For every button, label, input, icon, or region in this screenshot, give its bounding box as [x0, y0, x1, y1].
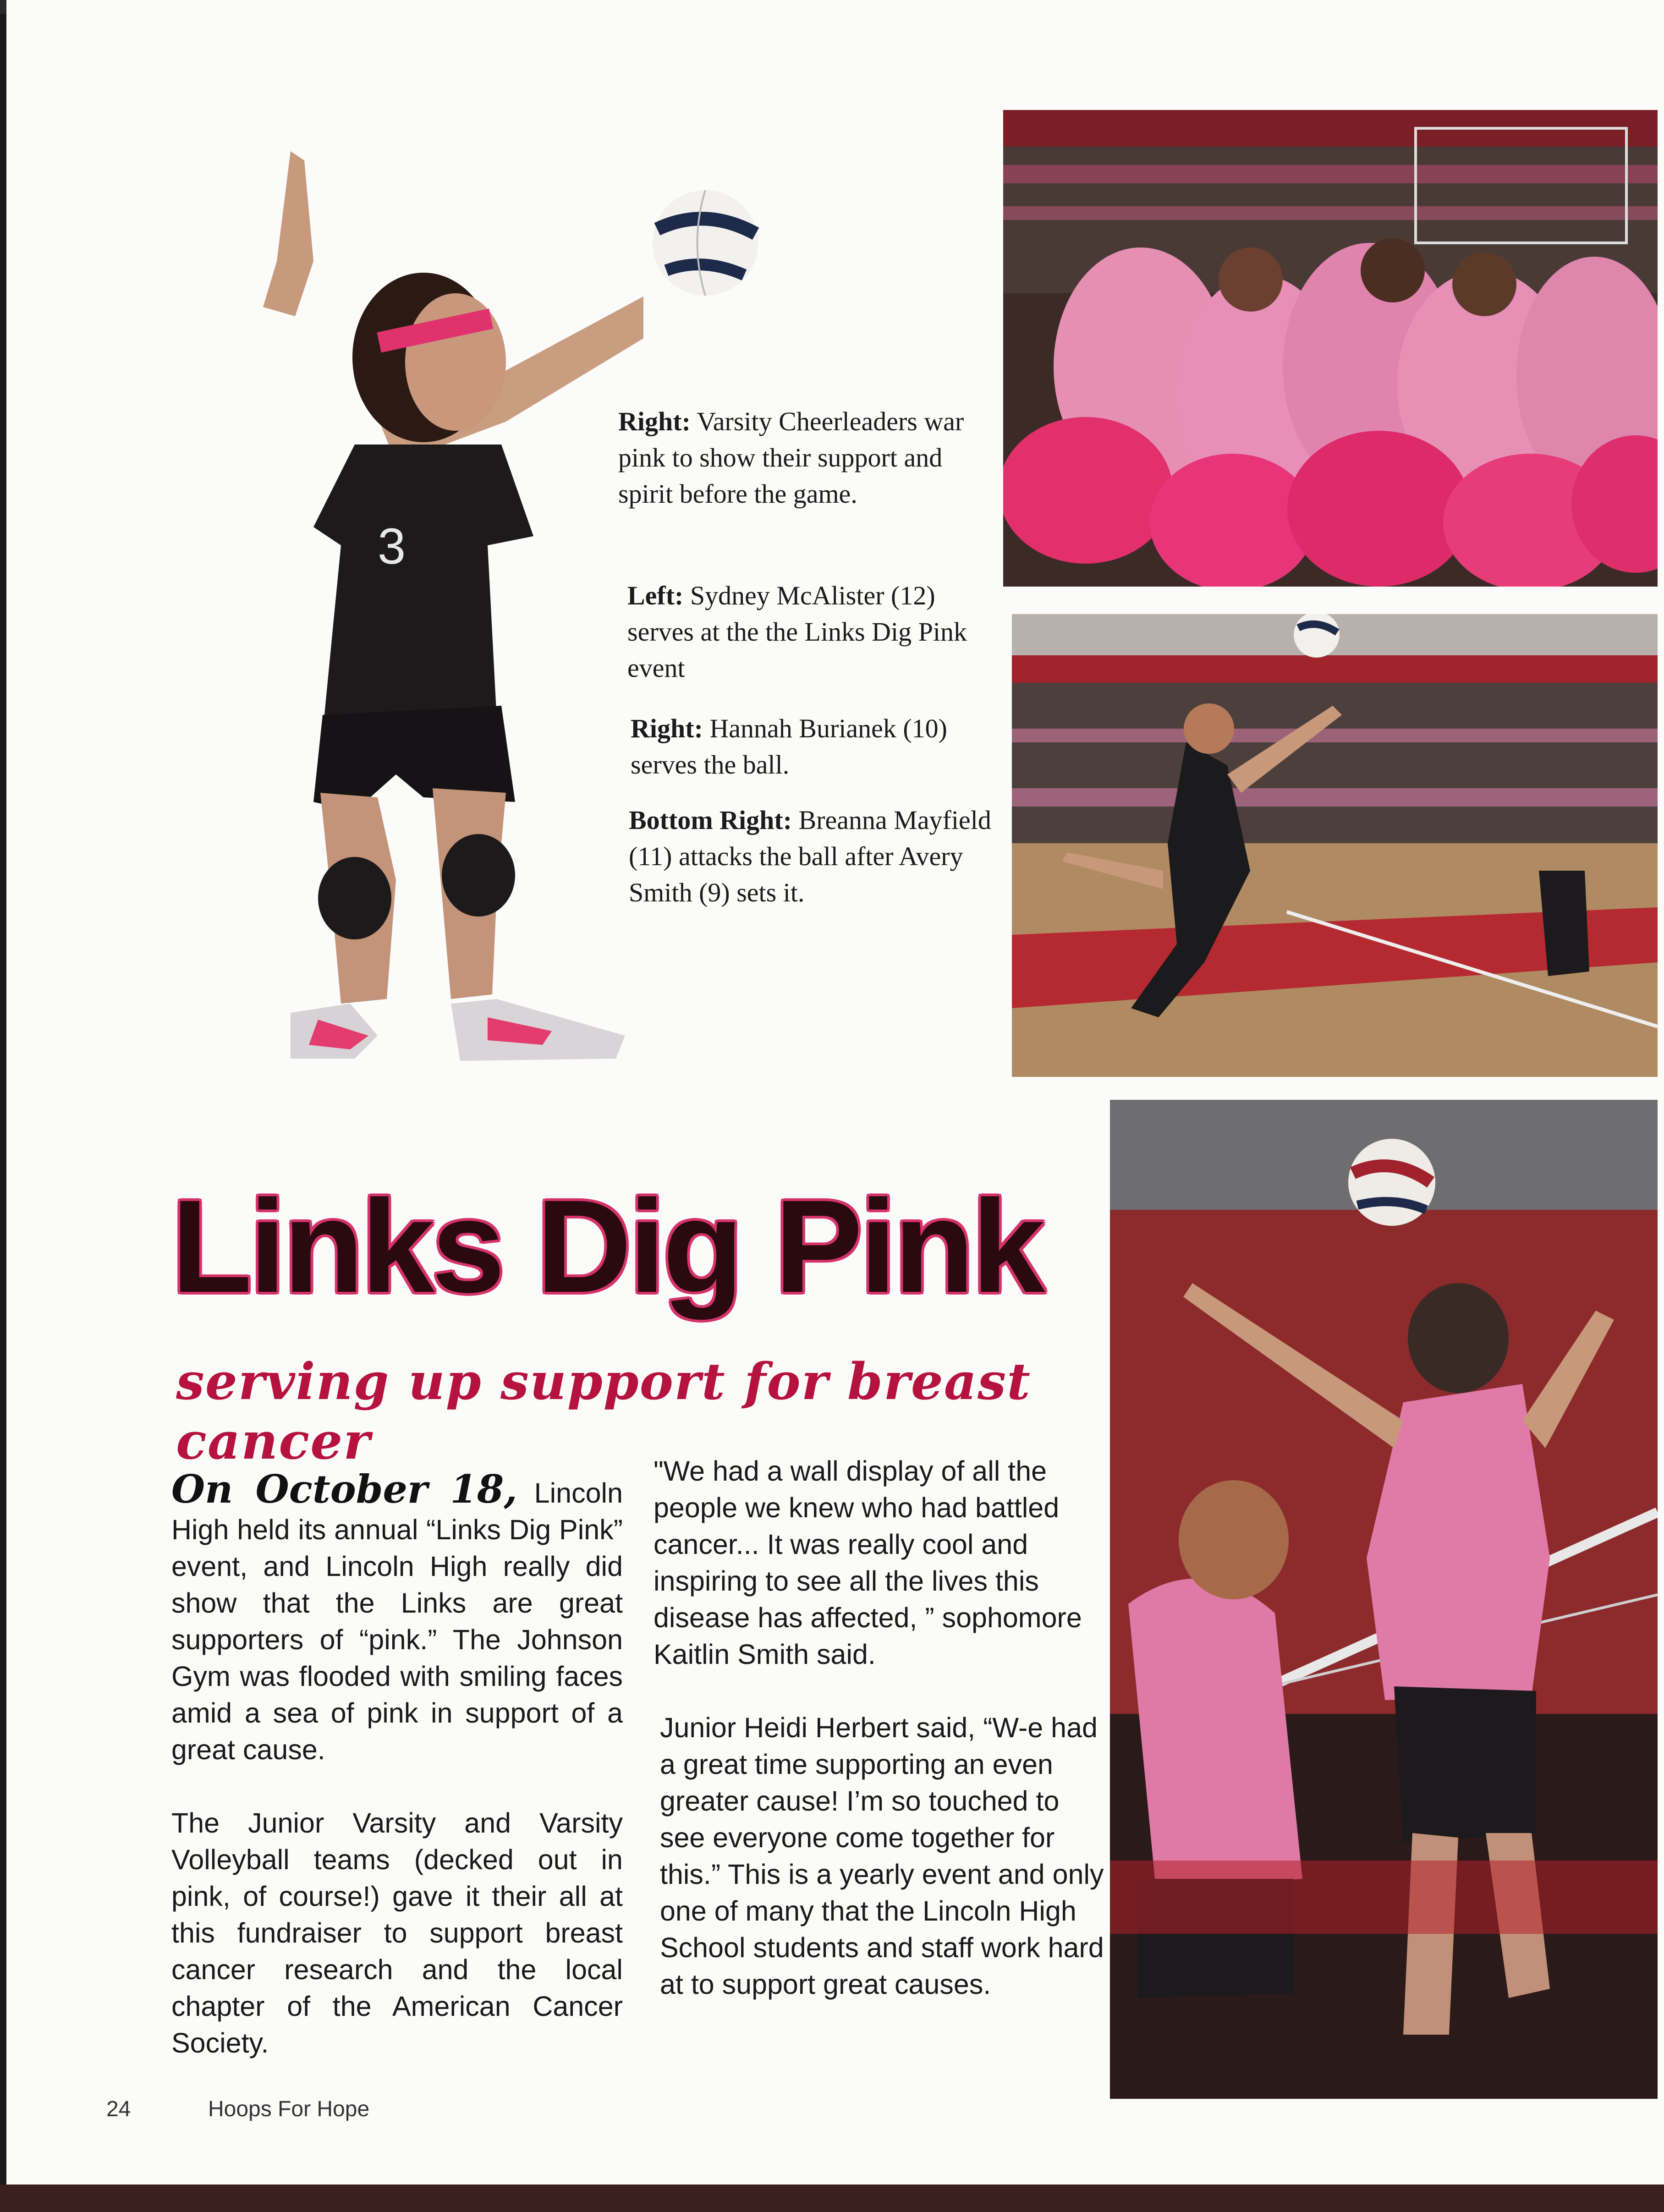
caption-text: Sydney McAlister (12) serves at the the Links Dig Pink event	[627, 581, 967, 683]
caption-lead: Right:	[631, 714, 703, 743]
server-illustration	[139, 124, 643, 1086]
page-title: Links Dig Pink	[171, 1173, 1043, 1320]
caption-lead: Bottom Right:	[629, 805, 792, 835]
article-paragraph-4: Junior Heidi Herbert said, “W-e had a great time supporting an even greater cause! I’m so touched to see everyone come together for this.” This is a yearly event and only one of many that the Lincoln High School students and staff work hard at to support great causes.	[660, 1712, 1104, 2000]
jersey-number: 3	[378, 518, 406, 575]
article-paragraph-3: "We had a wall display of all the people we knew who had battled cancer... It was really cool and inspiring to see all the lives this disease has affected, ” sophomore Kaitlin Smith said.	[654, 1455, 1082, 1670]
scan-edge-bottom	[0, 2185, 1664, 2212]
caption-lead: Right:	[618, 406, 691, 436]
section-name: Hoops For Hope	[208, 2097, 370, 2121]
article-column-1	[171, 1466, 623, 2098]
yearbook-page	[6, 0, 1664, 2212]
photo-hannah-serving	[1012, 614, 1658, 1077]
caption-breanna	[629, 802, 1005, 911]
photo-breanna-attacking	[1110, 1100, 1658, 2099]
article-paragraph-2: The Junior Varsity and Varsity Volleyball teams (decked out in pink, of course!) gave it their all at this fundraiser to support breast cancer research and the local chapter of the American Cancer Society.	[171, 1807, 623, 2058]
article-lead-in: On October 18,	[171, 1466, 517, 1512]
page-number: 24	[106, 2097, 131, 2121]
photo-server-cutout	[139, 124, 643, 1086]
volleyball-held	[648, 188, 763, 298]
caption-server	[627, 577, 976, 686]
caption-lead: Left:	[627, 581, 684, 610]
caption-text: Varsity Cheerleaders war pink to show their support and spirit before the game.	[618, 406, 964, 509]
caption-text: Breanna Mayfield (11) attacks the ball after Avery Smith (9) sets it.	[629, 805, 991, 907]
article-column-2	[654, 1453, 1112, 2039]
article-paragraph-1-text: Lincoln High held its annual “Links Dig Pink” event, and Lincoln High really did show that the Links are great supporters of “pink.” The Johnson Gym was flooded with smiling faces amid a sea of pink in support of a great cause.	[171, 1477, 623, 1765]
caption-text: Hannah Burianek (10) serves the ball.	[631, 714, 947, 779]
caption-hannah	[631, 710, 1006, 783]
article-paragraph-1	[171, 1466, 623, 1768]
photo-cheerleaders	[1003, 110, 1658, 587]
caption-cheerleaders	[618, 403, 985, 512]
page-subtitle: serving up support for breast cancer	[176, 1352, 1031, 1471]
